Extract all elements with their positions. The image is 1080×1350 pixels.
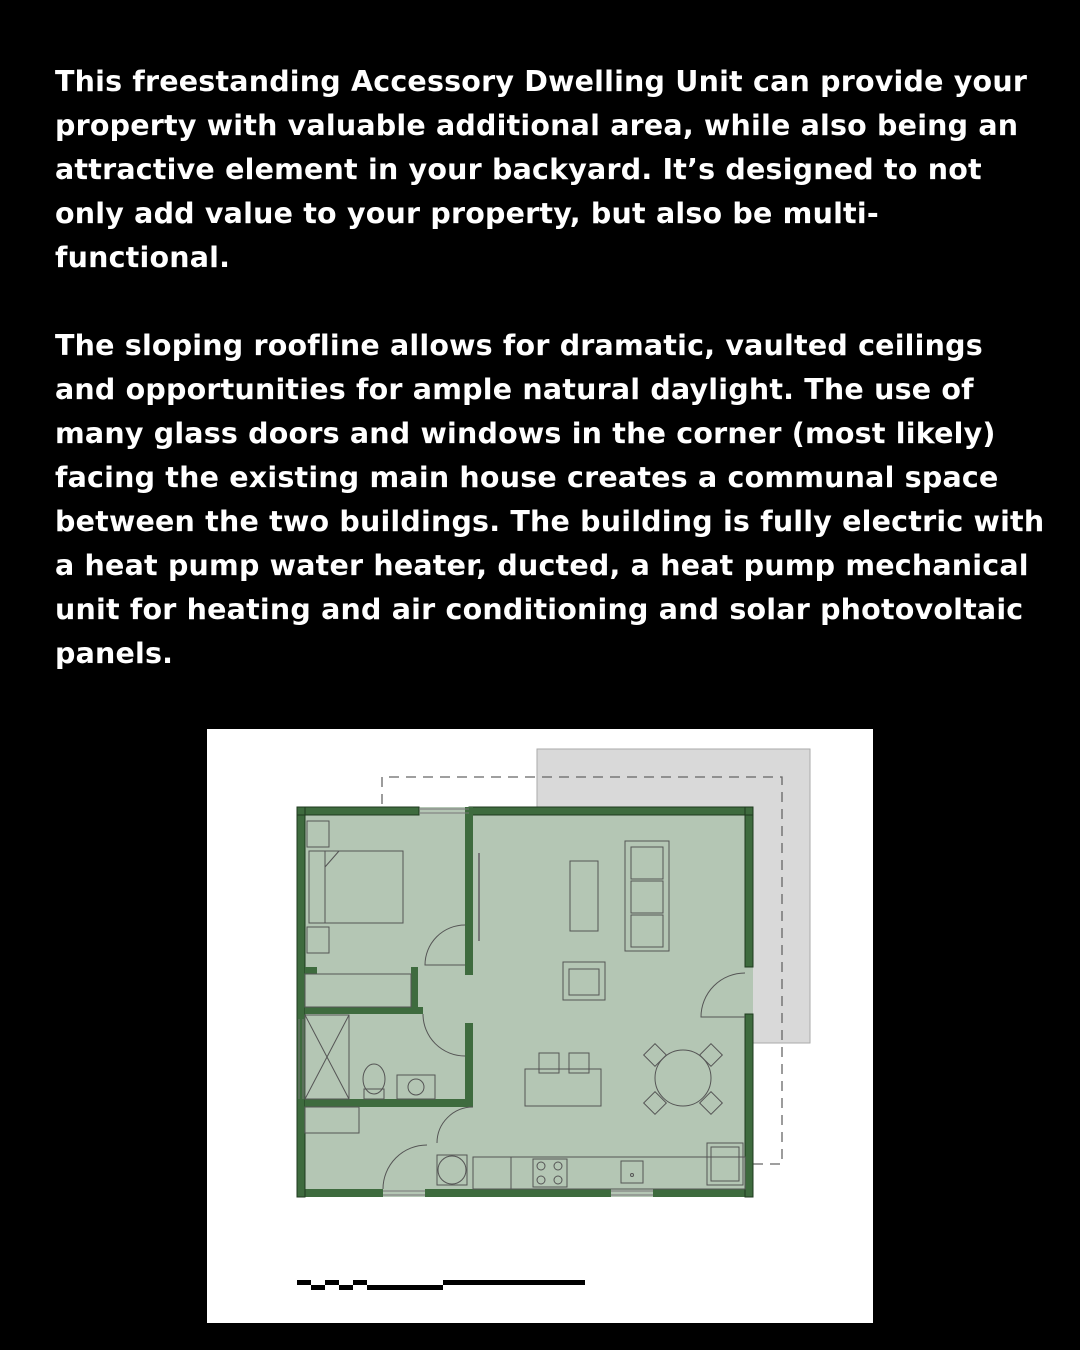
- floor-plan: [207, 729, 873, 1323]
- description-paragraph-2: The sloping roofline allows for dramatic, vaulted ceilings and opportunities for ample natural daylight. The use of many glass doors and windows in the corner (most likely) facing the existing main house creates a communal space between the two buildings. The building is fully electric with a heat pump water heater, ducted, a heat pump mechanical unit for heating and air conditioning and solar photovoltaic panels.: [55, 329, 1045, 670]
- description-paragraph-1: This freestanding Accessory Dwelling Unit can provide your property with valuable additional area, while also being an attractive element in your backyard. It’s designed to not only add value to your property, but also be multi-functional.: [55, 65, 1028, 274]
- scale-bar: [297, 1280, 585, 1290]
- floor-area: [297, 807, 753, 1197]
- description-text: [55, 60, 1045, 676]
